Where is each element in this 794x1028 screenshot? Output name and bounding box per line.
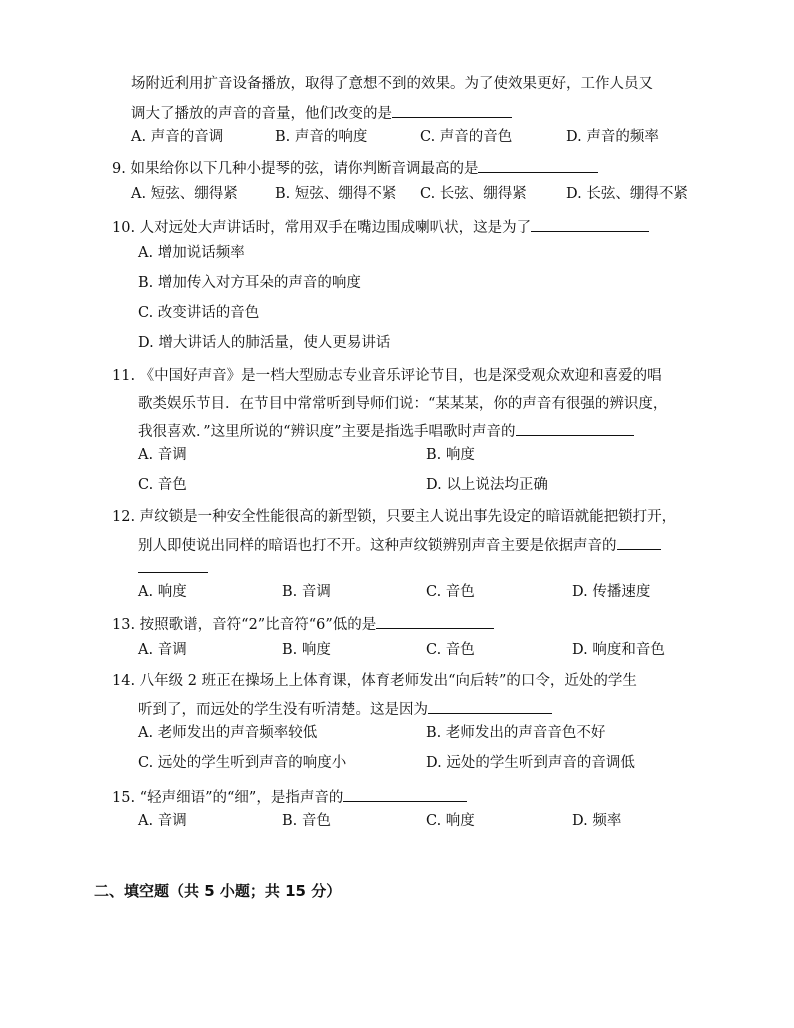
q8-option-c: C. 声音的音色 <box>420 129 513 145</box>
q9-option-d: D. 长弦、绷得不紧 <box>566 186 688 202</box>
q15-option-d: D. 频率 <box>572 813 622 829</box>
q8-line2 <box>131 102 512 124</box>
q15-stem-text: 15. “轻声细语”的“细”，是指声音的 <box>112 790 344 806</box>
section-2-heading: 二、填空题（共 5 小题；共 15 分） <box>94 882 342 900</box>
q14-option-d: D. 远处的学生听到声音的音调低 <box>426 755 635 771</box>
q13-option-d: D. 响度和音色 <box>572 642 665 658</box>
q14-option-b: B. 老师发出的声音音色不好 <box>426 725 606 741</box>
q11-option-b: B. 响度 <box>426 447 475 463</box>
q10-option-c: C. 改变讲话的音色 <box>138 305 260 321</box>
q15-option-a: A. 音调 <box>138 813 187 829</box>
q13-option-a: A. 音调 <box>138 642 187 658</box>
q8-line2-text: 调大了播放的声音的音量，他们改变的是 <box>131 106 392 122</box>
q15-option-c: C. 响度 <box>426 813 475 829</box>
q14-line2-text: 听到了，而远处的学生没有听清楚。这是因为 <box>138 702 428 718</box>
q12-line2 <box>138 534 661 556</box>
q8-answer-blank <box>392 102 512 118</box>
q12-line1: 12. 声纹锁是一种安全性能很高的新型锁，只要主人说出事先设定的暗语就能把锁打开， <box>112 509 677 525</box>
q13-answer-blank <box>376 613 494 629</box>
q8-option-b: B. 声音的响度 <box>275 129 368 145</box>
q10-option-a: A. 增加说话频率 <box>138 245 245 261</box>
q15-answer-blank <box>343 786 467 802</box>
q14-option-a: A. 老师发出的声音频率较低 <box>138 725 318 741</box>
q14-line1: 14. 八年级 2 班正在操场上上体育课，体育老师发出“向后转”的口令，近处的学生 <box>112 673 637 689</box>
q13-option-b: B. 响度 <box>282 642 331 658</box>
q14-answer-blank <box>428 698 552 714</box>
q9-stem <box>112 157 598 179</box>
q10-stem <box>112 216 649 238</box>
q9-option-c: C. 长弦、绷得紧 <box>420 186 527 202</box>
q14-line2 <box>138 698 552 720</box>
q9-answer-blank <box>478 157 598 173</box>
q11-line3 <box>138 420 634 442</box>
q15-option-b: B. 音色 <box>282 813 331 829</box>
q11-answer-blank <box>516 420 634 436</box>
q10-answer-blank <box>531 216 649 232</box>
q13-stem <box>112 613 494 635</box>
q8-line1: 场附近利用扩音设备播放，取得了意想不到的效果。为了使效果更好，工作人员又 <box>131 76 653 92</box>
q11-option-d: D. 以上说法均正确 <box>426 477 548 493</box>
q12-option-d: D. 传播速度 <box>572 584 651 600</box>
q11-line3-text: 我很喜欢．”这里所说的“辨识度”主要是指选手唱歌时声音的 <box>138 424 516 440</box>
q10-option-d: D. 增大讲话人的肺活量，使人更易讲话 <box>138 335 391 351</box>
q11-line1: 11. 《中国好声音》是一档大型励志专业音乐评论节目，也是深受观众欢迎和喜爱的唱 <box>112 368 662 384</box>
q9-option-b: B. 短弦、绷得不紧 <box>275 186 397 202</box>
q12-option-b: B. 音调 <box>282 584 331 600</box>
q12-answer-blank-2 <box>138 557 208 573</box>
q13-option-c: C. 音色 <box>426 642 475 658</box>
q11-option-a: A. 音调 <box>138 447 187 463</box>
q8-option-a: A. 声音的音调 <box>131 129 224 145</box>
q11-option-c: C. 音色 <box>138 477 187 493</box>
q10-stem-text: 10. 人对远处大声讲话时，常用双手在嘴边围成喇叭状，这是为了 <box>112 220 532 236</box>
q12-answer-blank-1 <box>617 534 661 550</box>
q14-option-c: C. 远处的学生听到声音的响度小 <box>138 755 347 771</box>
q11-line2: 歌类娱乐节目．在节目中常常听到导师们说：“某某某，你的声音有很强的辨识度， <box>138 396 668 412</box>
q8-option-d: D. 声音的频率 <box>566 129 659 145</box>
q12-blank-line <box>138 557 208 579</box>
q9-option-a: A. 短弦、绷得紧 <box>131 186 238 202</box>
q9-stem-text: 9. 如果给你以下几种小提琴的弦，请你判断音调最高的是 <box>112 161 479 177</box>
q15-stem <box>112 786 467 808</box>
q12-line2-text: 别人即使说出同样的暗语也打不开。这种声纹锁辨别声音主要是依据声音的 <box>138 538 617 554</box>
q13-stem-text: 13. 按照歌谱，音符“2”比音符“6”低的是 <box>112 617 377 633</box>
q10-option-b: B. 增加传入对方耳朵的声音的响度 <box>138 275 361 291</box>
q12-option-c: C. 音色 <box>426 584 475 600</box>
q12-option-a: A. 响度 <box>138 584 187 600</box>
